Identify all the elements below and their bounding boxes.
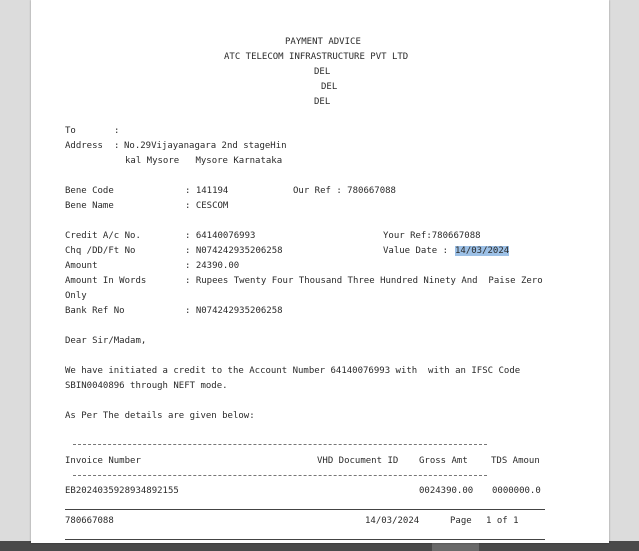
document-page xyxy=(31,0,609,543)
value-date-label: Value Date : xyxy=(383,246,449,256)
header-line-2: DEL xyxy=(321,82,338,92)
footer-page-number: 1 of 1 xyxy=(486,516,519,526)
cell-tds: 0000000.0 xyxy=(492,486,541,496)
amount-label: Amount xyxy=(65,261,98,271)
bank-ref-value: : N074242935206258 xyxy=(185,306,283,316)
cell-invoice: EB2024035928934892155 xyxy=(65,486,179,496)
cell-gross: 0024390.00 xyxy=(419,486,474,496)
bene-code-value: : 141194 xyxy=(185,186,229,196)
our-ref: Our Ref : 780667088 xyxy=(293,186,396,196)
paragraph-line-1: We have initiated a credit to the Account Number 64140076993 with with an IFSC Code xyxy=(65,366,521,376)
viewer-right-margin xyxy=(609,0,639,551)
your-ref: Your Ref:780667088 xyxy=(383,231,481,241)
amount-value: : 24390.00 xyxy=(185,261,240,271)
viewer-left-margin xyxy=(0,0,31,551)
value-date[interactable] xyxy=(455,246,509,257)
to-label: To xyxy=(65,126,76,136)
bene-name-label: Bene Name xyxy=(65,201,114,211)
to-colon: : xyxy=(114,141,120,151)
document-title: PAYMENT ADVICE xyxy=(285,37,361,47)
footer-date: 14/03/2024 xyxy=(365,516,420,526)
chq-value: : N074242935206258 xyxy=(185,246,283,256)
column-header-gross: Gross Amt xyxy=(419,456,468,466)
address-line-2: kal Mysore Mysore Karnataka xyxy=(125,156,283,166)
address-line-1: No.29Vijayanagara 2nd stageHin xyxy=(124,141,287,151)
amount-words-value: : Rupees Twenty Four Thousand Three Hundred Ninety And Paise Zero xyxy=(185,276,543,286)
header-line-3: DEL xyxy=(314,97,331,107)
column-header-vhd: VHD Document ID xyxy=(317,456,399,466)
credit-account-value: : 64140076993 xyxy=(185,231,256,241)
footer-rule xyxy=(65,509,545,510)
table-header-rule xyxy=(73,475,487,476)
footer-ref: 780667088 xyxy=(65,516,114,526)
bank-ref-label: Bank Ref No xyxy=(65,306,125,316)
credit-account-label: Credit A/c No. xyxy=(65,231,141,241)
details-intro: As Per The details are given below: xyxy=(65,411,255,421)
amount-words-continued: Only xyxy=(65,291,87,301)
amount-words-label: Amount In Words xyxy=(65,276,147,286)
bene-name-value: : CESCOM xyxy=(185,201,229,211)
bene-code-label: Bene Code xyxy=(65,186,114,196)
column-header-invoice: Invoice Number xyxy=(65,456,141,466)
salutation: Dear Sir/Madam, xyxy=(65,336,147,346)
chq-label: Chq /DD/Ft No xyxy=(65,246,136,256)
address-label: Address xyxy=(65,141,103,151)
to-colon: : xyxy=(114,126,120,136)
column-header-tds: TDS Amoun xyxy=(491,456,540,466)
selected-text[interactable]: 14/03/2024 xyxy=(455,246,510,256)
footer-page-label: Page xyxy=(450,516,472,526)
footer-bottom-rule xyxy=(65,539,545,540)
table-top-rule xyxy=(73,444,487,445)
company-name: ATC TELECOM INFRASTRUCTURE PVT LTD xyxy=(224,52,409,62)
paragraph-line-2: SBIN0040896 through NEFT mode. xyxy=(65,381,228,391)
header-line-1: DEL xyxy=(314,67,331,77)
